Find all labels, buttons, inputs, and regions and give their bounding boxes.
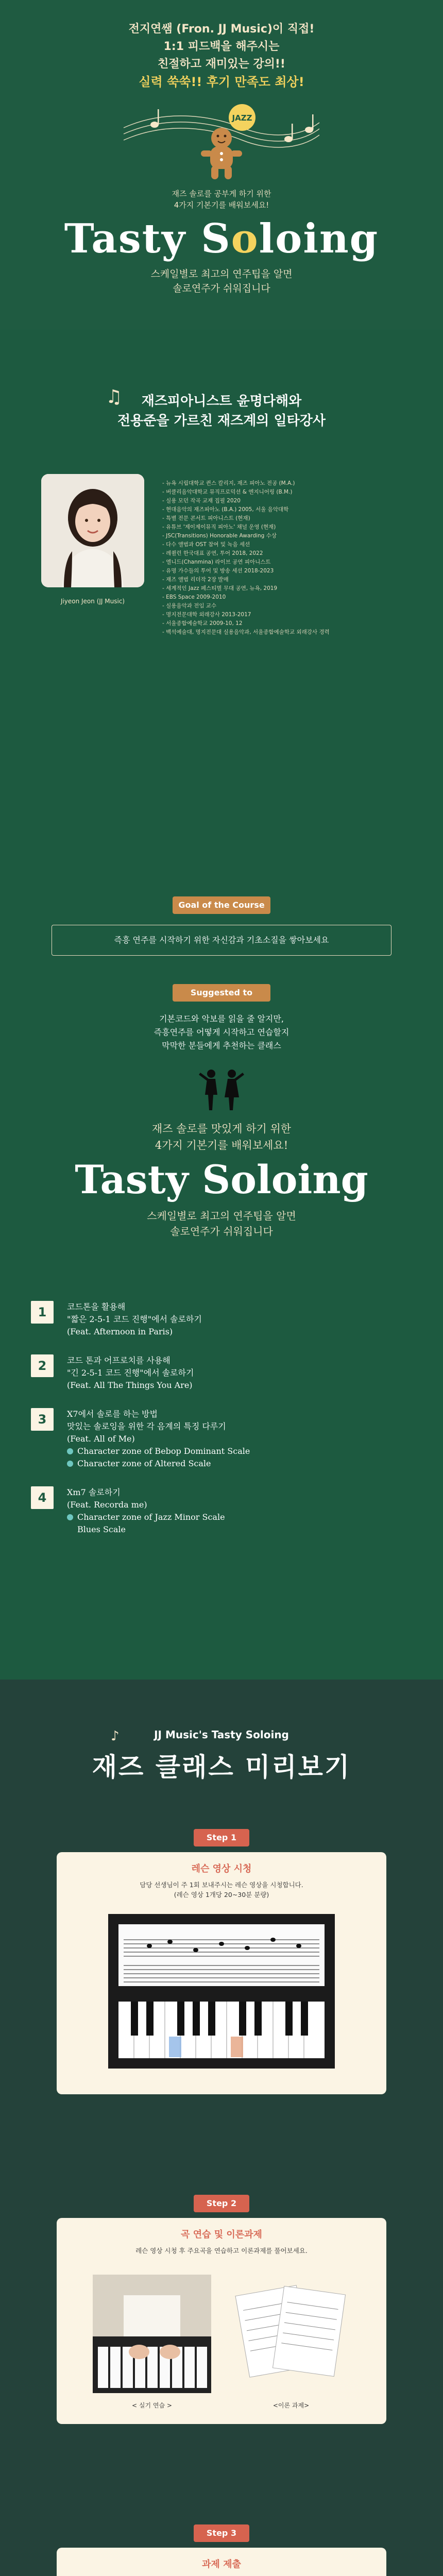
bio-item: - 유튜브 '제이제이뮤직 피아노' 채널 운영 (현재) bbox=[162, 524, 276, 530]
preview-title: 재즈 클래스 미리보기 bbox=[92, 1752, 351, 1782]
suggested-badge: Suggested to bbox=[173, 984, 270, 1002]
practice-photo bbox=[93, 2275, 211, 2393]
bio-item: - 레퀼런 한국대표 공연, 투어 2018, 2022 bbox=[162, 550, 263, 556]
step-1-title: 레슨 영상 시청 bbox=[191, 1863, 252, 1874]
curriculum-line: Xm7 솔로하기 bbox=[67, 1487, 121, 1497]
bio-item: - 명지전문대학 외래강사 2013-2017 bbox=[162, 612, 251, 618]
curriculum-item-3 bbox=[31, 1408, 412, 1470]
mid-desc-line-1: 스케일별로 최고의 연주팁을 알면 bbox=[147, 1210, 296, 1222]
curriculum-line: (Feat. All of Me) bbox=[67, 1434, 135, 1444]
curriculum-line: X7에서 솔로를 하는 방법 bbox=[67, 1409, 158, 1419]
curriculum-bullet-row bbox=[67, 1458, 412, 1470]
bio-item: - 다수 앨범과 OST 참여 및 녹음 세션 bbox=[162, 541, 250, 548]
curriculum-line: 맛있는 솔로잉을 위한 각 음계의 특징 다루기 bbox=[67, 1421, 226, 1431]
curriculum-line: (Feat. Afternoon in Paris) bbox=[67, 1327, 173, 1336]
teacher-bio-list bbox=[162, 479, 404, 637]
curriculum-line: 코드톤을 활용해 bbox=[67, 1302, 126, 1312]
bio-item: - EBS Space 2009-2010 bbox=[162, 594, 226, 600]
curriculum-bullet-row bbox=[67, 1511, 412, 1523]
music-note-icon: ♫ bbox=[106, 386, 123, 408]
curriculum-number: 3 bbox=[31, 1408, 54, 1431]
curriculum-number: 1 bbox=[31, 1301, 54, 1324]
curriculum-line: 코드 톤과 어프로치를 사용해 bbox=[67, 1355, 171, 1365]
hero-intro bbox=[0, 21, 443, 91]
curriculum-number: 2 bbox=[31, 1354, 54, 1377]
step-3-card bbox=[57, 2548, 386, 2576]
mid-line-2: 4가지 기본기를 배워보세요! bbox=[155, 1139, 288, 1151]
curriculum-line: "긴 2-5-1 코드 진행"에서 솔로하기 bbox=[67, 1368, 194, 1378]
bio-item: - 백석예술대, 명지전문대 실용음악과, 서울종합예술학교 외래강사 경력 bbox=[162, 629, 330, 635]
bio-item: - 재즈 앨범 리더작 2장 발매 bbox=[162, 577, 229, 583]
teacher-headline-2: 전용준을 가르친 재즈계의 일타강사 bbox=[117, 413, 326, 429]
step-2-desc bbox=[57, 2246, 386, 2256]
hero-line-3: 친절하고 재미있는 강의!! bbox=[158, 58, 285, 71]
hero-line-4: 실력 쑥쑥!! 후기 만족도 최상! bbox=[139, 75, 304, 89]
curriculum-list bbox=[31, 1301, 412, 1552]
curriculum-bullet-row bbox=[67, 1445, 412, 1458]
curriculum-item-1 bbox=[31, 1301, 412, 1338]
mid-intro bbox=[0, 1121, 443, 1154]
hero-title bbox=[0, 215, 443, 262]
step-2-title: 곡 연습 및 이론과제 bbox=[181, 2229, 262, 2240]
teacher-photo bbox=[41, 474, 144, 587]
step-1-card bbox=[57, 1852, 386, 2094]
step-2-caption-right: <이론 과제> bbox=[272, 2402, 310, 2409]
step-3-title: 과제 제출 bbox=[202, 2559, 241, 2570]
hero-subtitle bbox=[0, 188, 443, 211]
bio-item: - 실용 모던 작곡 교재 집필 2020 bbox=[162, 498, 241, 504]
bio-item: - 현대음악의 재즈피아노 (B.A.) 2005, 서울 음악대학 bbox=[162, 506, 289, 513]
curriculum-line: (Feat. Recorda me) bbox=[67, 1500, 147, 1510]
preview-subtitle: JJ Music's Tasty Soloing bbox=[154, 1728, 289, 1741]
step-2-pill: Step 2 bbox=[194, 2195, 249, 2212]
suggested-line-3: 막막한 분들에게 추천하는 클래스 bbox=[162, 1041, 281, 1050]
bullet-dot-icon bbox=[67, 1461, 73, 1467]
bio-item: - 특별 전문 콘서트 피아니스트 (현재) bbox=[162, 515, 250, 521]
curriculum-bullet: Character zone of Bebop Dominant Scale bbox=[77, 1446, 250, 1456]
piano-video-thumbnail bbox=[108, 1914, 335, 2069]
mid-line-1: 재즈 솔로를 맛있게 하기 위한 bbox=[151, 1123, 292, 1135]
hero-title-post: loing bbox=[259, 215, 379, 262]
mid-desc-line-2: 솔로연주가 쉬워집니다 bbox=[170, 1225, 273, 1238]
dancers-illustration bbox=[196, 1066, 247, 1113]
step-2-desc-line-1: 레슨 영상 시청 후 주요곡을 연습하고 이론과제를 풀어보세요. bbox=[135, 2247, 308, 2255]
step-3-pill: Step 3 bbox=[194, 2524, 249, 2542]
bio-item: - 유명 가수들의 투어 및 방송 세션 2018-2023 bbox=[162, 568, 274, 574]
bio-item: - 실용음악과 전임 교수 bbox=[162, 603, 217, 609]
hero-sub-line-2: 4가지 기본기를 배워보세요! bbox=[174, 200, 269, 210]
step-1-desc-line-2: (레슨 영상 1개당 20~30분 분량) bbox=[174, 1891, 269, 1899]
curriculum-number: 4 bbox=[31, 1486, 54, 1509]
step-2-card bbox=[57, 2218, 386, 2424]
curriculum-line: "짧은 2-5-1 코드 진행"에서 솔로하기 bbox=[67, 1314, 202, 1324]
curriculum-item-2 bbox=[31, 1354, 412, 1392]
hero-line-1: 전지연쌤 (Fron. JJ Music)이 직접! bbox=[128, 23, 315, 36]
goal-badge: Goal of the Course bbox=[173, 896, 270, 914]
suggested-text bbox=[0, 1012, 443, 1053]
step-1-desc-line-1: 담당 선생님이 주 1회 보내주시는 레슨 영상을 시청합니다. bbox=[140, 1881, 303, 1889]
curriculum-line: (Feat. All The Things You Are) bbox=[67, 1380, 193, 1390]
hero-title-pre: Tasty S bbox=[64, 215, 231, 262]
hero-sub-line-1: 재즈 솔로를 공부게 하기 위한 bbox=[172, 189, 271, 198]
step-2-caption-left: < 실기 연습 > bbox=[132, 2402, 172, 2409]
suggested-line-1: 기본코드와 악보를 읽을 줄 알지만, bbox=[159, 1014, 284, 1024]
preview-section bbox=[0, 1680, 443, 2576]
step-1-pill: Step 1 bbox=[194, 1829, 249, 1846]
teacher-section bbox=[0, 330, 443, 866]
mid-description bbox=[0, 1208, 443, 1239]
bullet-dot-icon bbox=[67, 1448, 73, 1454]
bio-item: - 뉴욕 시립대학교 퀸스 칼리지, 재즈 피아노 전공 (M.A.) bbox=[162, 480, 295, 486]
bio-item: - 서울종합예술학교 2009-10, 12 bbox=[162, 620, 243, 626]
bio-item: - 세계적인 Jazz 페스티벌 무대 공연, 뉴욕, 2019 bbox=[162, 585, 278, 591]
bio-item: - 엘니드(Chanmina) 라이브 공연 피아니스트 bbox=[162, 559, 271, 565]
hero-line-2: 1:1 피드백을 해주시는 bbox=[163, 40, 280, 53]
curriculum-item-4 bbox=[31, 1486, 412, 1536]
mid-title: Tasty Soloing bbox=[75, 1157, 368, 1202]
teacher-headline bbox=[0, 392, 443, 431]
gingerbread-music-illustration bbox=[0, 97, 443, 184]
bio-item: - JSC(Transitions) Honorable Awarding 수상 bbox=[162, 533, 277, 539]
curriculum-tail: Blues Scale bbox=[77, 1524, 126, 1534]
step-1-desc bbox=[57, 1880, 386, 1900]
goal-text-box: 즉흥 연주를 시작하기 위한 자신감과 기초소질을 쌓아보세요 bbox=[52, 925, 391, 956]
theory-worksheet-image bbox=[232, 2275, 350, 2393]
jazz-bubble-label: JAZZ bbox=[232, 113, 252, 123]
curriculum-bullet: Character zone of Altered Scale bbox=[77, 1459, 211, 1468]
suggested-line-2: 즉흥연주를 어떻게 시작하고 연습할지 bbox=[154, 1027, 289, 1037]
bio-item: - 버클리음악대학교 뮤직프로덕션 & 엔지니어링 (B.M.) bbox=[162, 489, 293, 495]
hero-description bbox=[0, 267, 443, 296]
teacher-photo-caption: Jiyeon Jeon (JJ Music) bbox=[60, 598, 125, 605]
hero-desc-line-1: 스케일별로 최고의 연주팁을 알면 bbox=[150, 268, 293, 280]
music-note-icon: ♪ bbox=[111, 1728, 120, 1744]
bullet-dot-icon bbox=[67, 1514, 73, 1520]
curriculum-bullet: Character zone of Jazz Minor Scale bbox=[77, 1512, 225, 1522]
teacher-headline-1: 재즈피아니스트 윤명다해와 bbox=[141, 394, 302, 409]
hero-desc-line-2: 솔로연주가 쉬워집니다 bbox=[173, 283, 270, 294]
hero-title-accent: o bbox=[231, 215, 259, 262]
